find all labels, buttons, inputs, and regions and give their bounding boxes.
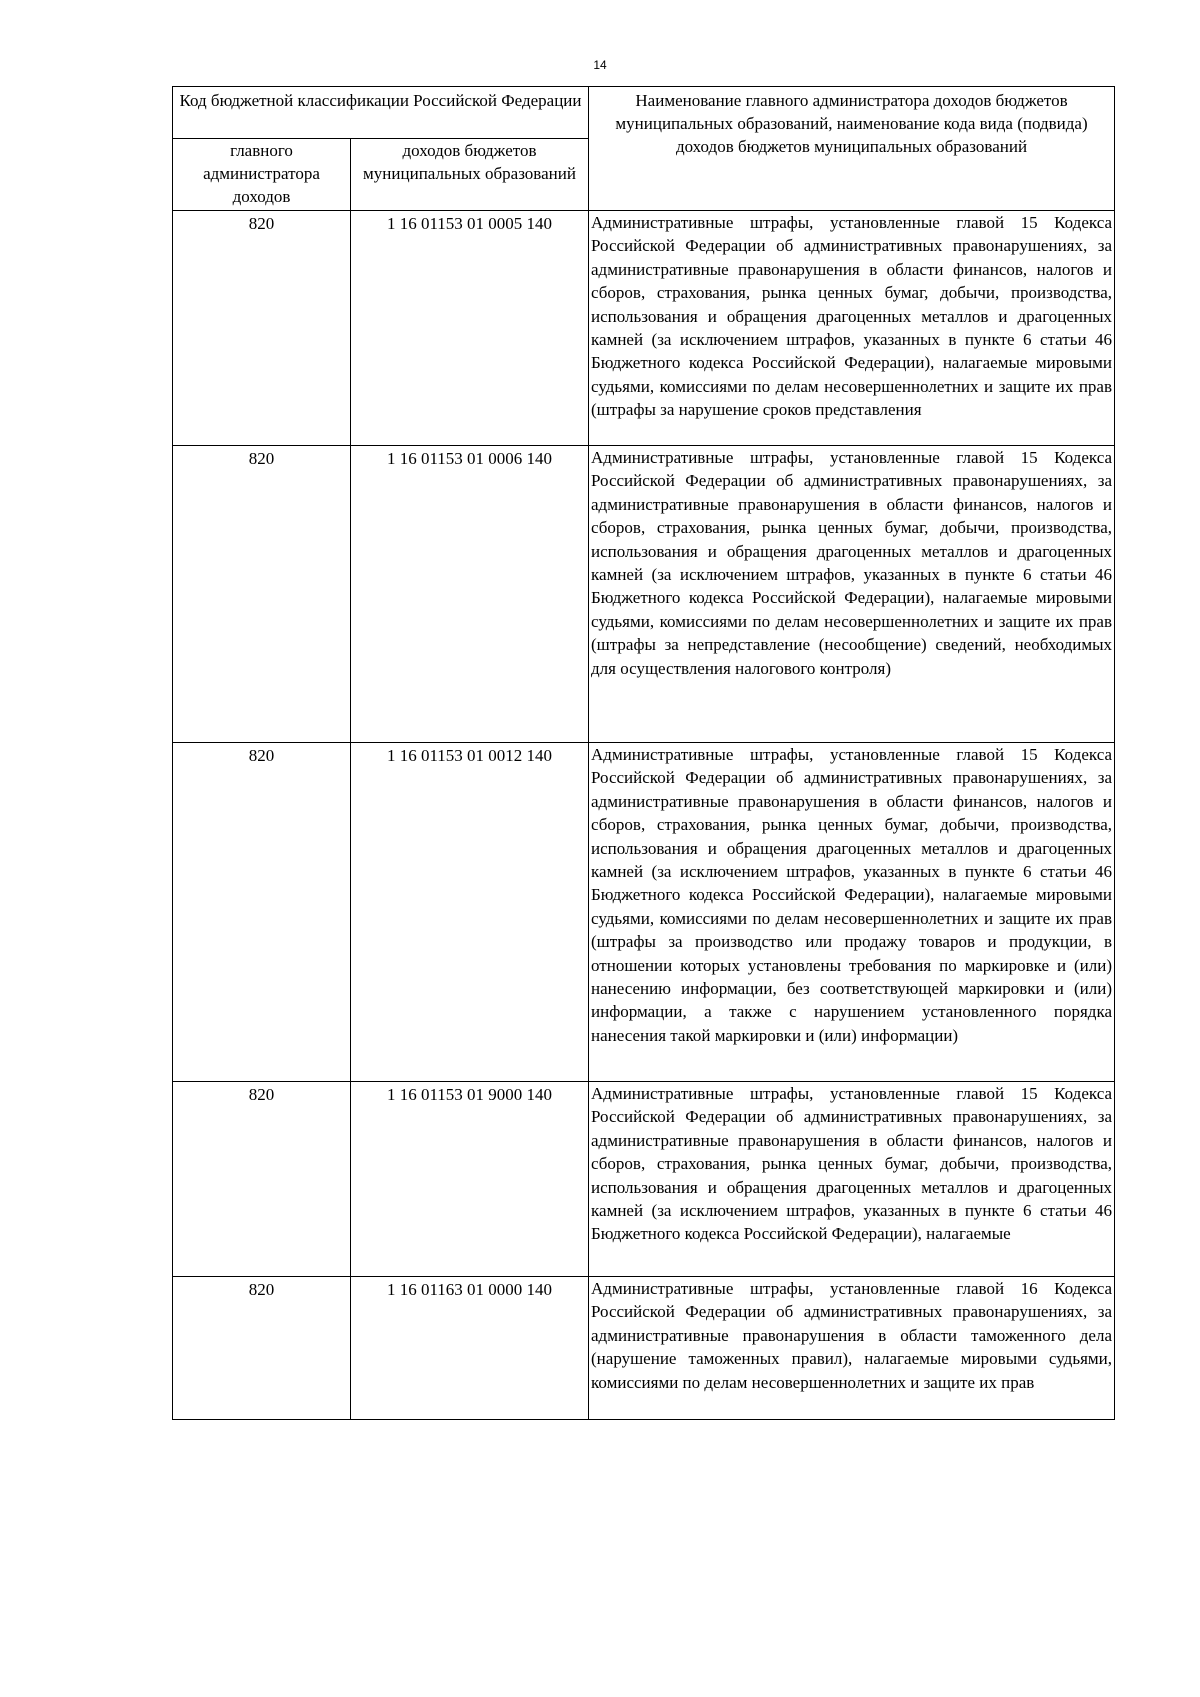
table-row xyxy=(173,211,1115,446)
admin-code-cell: 820 xyxy=(173,446,351,743)
table-row xyxy=(173,743,1115,1082)
description-cell xyxy=(589,211,1115,446)
header-income-column: доходов бюджетов муниципальных образований xyxy=(351,139,589,211)
admin-code-cell: 820 xyxy=(173,211,351,446)
description-cell xyxy=(589,1082,1115,1277)
admin-code-cell: 820 xyxy=(173,1277,351,1420)
description-text: Административные штрафы, установленные главой 15 Кодекса Российской Федерации об административных правонарушениях, за административные правонарушения в области финансов, налогов и сборов, страхования, рынка ценных бумаг, добычи, производства, использования и обращения драгоценных металлов и драгоценных камней (за исключением штрафов, указанных в пункте 6 статьи 46 Бюджетного кодекса Российской Федерации), налагаемые мировыми судьями, комиссиями по делам несовершеннолетних и защите их прав (штрафы за непредставление (несообщение) сведений, необходимых для осуществления налогового контроля) xyxy=(591,448,1113,678)
description-cell xyxy=(589,743,1115,1082)
description-text: Административные штрафы, установленные главой 16 Кодекса Российской Федерации об административных правонарушениях, за административные правонарушения в области таможенного дела (нарушение таможенных правил), налагаемые мировыми судьями, комиссиями по делам несовершеннолетних и защите их прав xyxy=(591,1279,1113,1392)
table-row xyxy=(173,446,1115,743)
income-code-cell: 1 16 01153 01 0006 140 xyxy=(351,446,589,743)
description-cell xyxy=(589,1277,1115,1420)
header-name-column: Наименование главного администратора доходов бюджетов муниципальных образований, наименование кода вида (подвида) доходов бюджетов муниципальных образований xyxy=(589,87,1115,211)
description-text: Административные штрафы, установленные главой 15 Кодекса Российской Федерации об административных правонарушениях, за административные правонарушения в области финансов, налогов и сборов, страхования, рынка ценных бумаг, добычи, производства, использования и обращения драгоценных металлов и драгоценных камней (за исключением штрафов, указанных в пункте 6 статьи 46 Бюджетного кодекса Российской Федерации), налагаемые мировыми судьями, комиссиями по делам несовершеннолетних и защите их прав (штрафы за нарушение сроков представления xyxy=(591,213,1113,420)
page-number: 14 xyxy=(593,58,607,72)
admin-code-cell: 820 xyxy=(173,743,351,1082)
table-row xyxy=(173,1277,1115,1420)
description-cell xyxy=(589,446,1115,743)
income-code-cell: 1 16 01163 01 0000 140 xyxy=(351,1277,589,1420)
description-text: Административные штрафы, установленные главой 15 Кодекса Российской Федерации об административных правонарушениях, за административные правонарушения в области финансов, налогов и сборов, страхования, рынка ценных бумаг, добычи, производства, использования и обращения драгоценных металлов и драгоценных камней (за исключением штрафов, указанных в пункте 6 статьи 46 Бюджетного кодекса Российской Федерации), налагаемые мировыми судьями, комиссиями по делам несовершеннолетних и защите их прав (штрафы за производство или продажу товаров и продукции, в отношении которых установлены требования по маркировке и (или) нанесению информации, без соответствующей маркировки и (или) информации, а также с нарушением установленного порядка нанесения такой маркировки и (или) информации) xyxy=(591,745,1113,1045)
header-code-group: Код бюджетной классификации Российской Федерации xyxy=(173,87,589,139)
budget-classification-table xyxy=(172,86,1115,1420)
description-text: Административные штрафы, установленные главой 15 Кодекса Российской Федерации об административных правонарушениях, за административные правонарушения в области финансов, налогов и сборов, страхования, рынка ценных бумаг, добычи, производства, использования и обращения драгоценных металлов и драгоценных камней (за исключением штрафов, указанных в пункте 6 статьи 46 Бюджетного кодекса Российской Федерации), налагаемые xyxy=(591,1084,1113,1244)
header-admin-column: главного администратора доходов xyxy=(173,139,351,211)
admin-code-cell: 820 xyxy=(173,1082,351,1277)
table-row xyxy=(173,1082,1115,1277)
income-code-cell: 1 16 01153 01 9000 140 xyxy=(351,1082,589,1277)
header-row-1 xyxy=(173,87,1115,139)
income-code-cell: 1 16 01153 01 0012 140 xyxy=(351,743,589,1082)
income-code-cell: 1 16 01153 01 0005 140 xyxy=(351,211,589,446)
